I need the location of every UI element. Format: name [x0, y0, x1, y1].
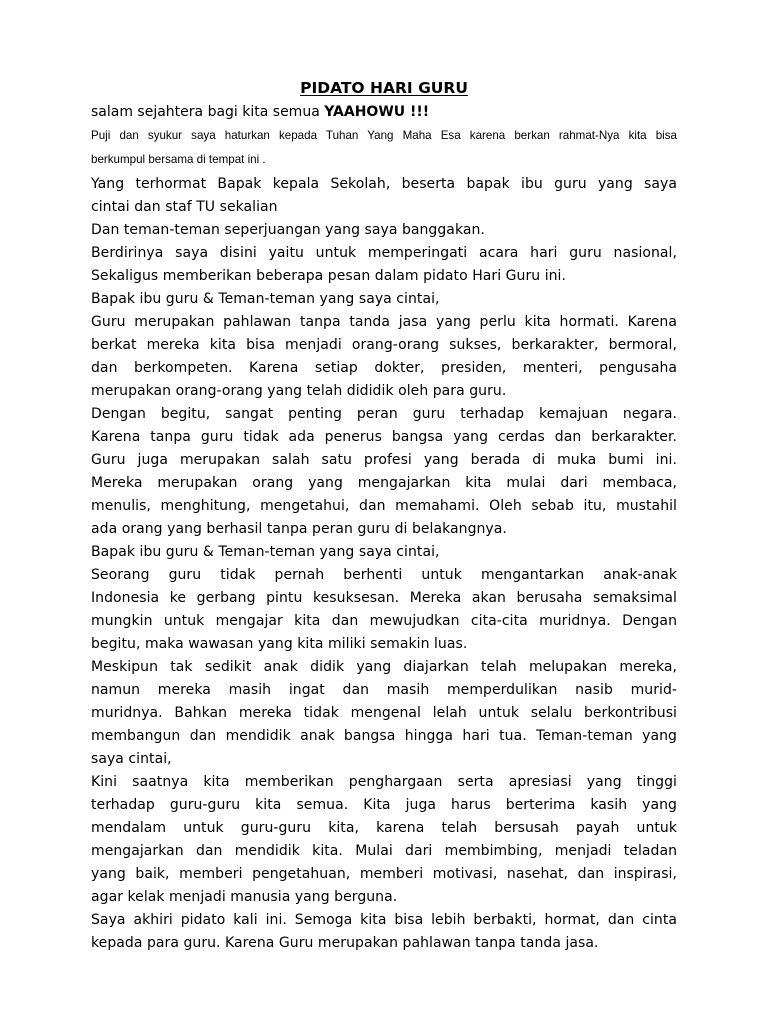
paragraph-line: Meskipun tak sedikit anak didik yang diajarkan telah melupakan mereka,	[91, 659, 677, 675]
speech-paragraph	[91, 771, 677, 909]
greeting-line	[91, 101, 677, 123]
speech-paragraph	[91, 541, 677, 564]
paragraph-line: yang baik, memberi pengetahuan, memberi motivasi, nasehat, dan inspirasi,	[91, 866, 677, 882]
greeting-emphasis: YAAHOWU !!!	[324, 104, 430, 120]
speech-paragraph	[91, 288, 677, 311]
paragraph-line: mungkin untuk mengajar kita dan mewujudkan cita-cita muridnya. Dengan	[91, 613, 677, 629]
paragraph-line: Indonesia ke gerbang pintu kesuksesan. Mereka akan berusaha semaksimal	[91, 590, 677, 606]
paragraph-line: saya cintai,	[91, 751, 172, 767]
speech-paragraph	[91, 173, 677, 219]
speech-paragraph	[91, 311, 677, 403]
opening-paragraph	[91, 124, 677, 172]
paragraph-line: agar kelak menjadi manusia yang berguna.	[91, 889, 398, 905]
paragraph-line: berkat mereka kita bisa menjadi orang-orang sukses, berkarakter, bermoral,	[91, 337, 677, 353]
paragraph-line: dan berkompeten. Karena setiap dokter, presiden, menteri, pengusaha	[91, 360, 677, 376]
paragraph-line: Mereka merupakan orang yang mengajarkan kita mulai dari membaca,	[91, 475, 677, 491]
paragraph-line: Berdirinya saya disini yaitu untuk memperingati acara hari guru nasional,	[91, 245, 677, 261]
opening-line-1: Puji dan syukur saya haturkan kepada Tuhan Yang Maha Esa karena berkan rahmat-Nya kita bisa	[91, 129, 677, 142]
speech-paragraph	[91, 242, 677, 288]
paragraph-line: Yang terhormat Bapak kepala Sekolah, beserta bapak ibu guru yang saya	[91, 176, 677, 192]
paragraph-line: Kini saatnya kita memberikan penghargaan serta apresiasi yang tinggi	[91, 774, 677, 790]
speech-paragraph	[91, 219, 677, 242]
speech-paragraph	[91, 564, 677, 656]
paragraph-line: begitu, maka wawasan yang kita miliki semakin luas.	[91, 636, 468, 652]
paragraph-line: mengajarkan dan mendidik kita. Mulai dari membimbing, menjadi teladan	[91, 843, 677, 859]
paragraph-line: cintai dan staf TU sekalian	[91, 199, 278, 215]
speech-paragraph	[91, 656, 677, 771]
paragraph-line: Dan teman-teman seperjuangan yang saya banggakan.	[91, 222, 485, 238]
paragraph-line: ada orang yang berhasil tanpa peran guru di belakangnya.	[91, 521, 507, 537]
paragraph-line: menulis, menghitung, mengetahui, dan memahami. Oleh sebab itu, mustahil	[91, 498, 677, 514]
page-title: PIDATO HARI GURU	[300, 79, 468, 97]
paragraph-line: membangun dan mendidik anak bangsa hingga hari tua. Teman-teman yang	[91, 728, 677, 744]
paragraph-line: mendalam untuk guru-guru kita, karena telah bersusah payah untuk	[91, 820, 677, 836]
paragraph-line: Bapak ibu guru & Teman-teman yang saya cintai,	[91, 291, 440, 307]
paragraph-line: muridnya. Bahkan mereka tidak mengenal lelah untuk selalu berkontribusi	[91, 705, 677, 721]
document-body	[91, 101, 677, 955]
paragraph-line: merupakan orang-orang yang telah dididik oleh para guru.	[91, 383, 507, 399]
paragraph-line: Karena tanpa guru tidak ada penerus bangsa yang cerdas dan berkarakter.	[91, 429, 677, 445]
paragraph-line: Saya akhiri pidato kali ini. Semoga kita bisa lebih berbakti, hormat, dan cinta	[91, 912, 677, 928]
opening-line-2: berkumpul bersama di tempat ini .	[91, 153, 266, 166]
speech-paragraphs	[91, 173, 677, 955]
paragraph-line: namun mereka masih ingat dan masih memperdulikan nasib murid-	[91, 682, 677, 698]
speech-paragraph	[91, 403, 677, 541]
speech-paragraph	[91, 909, 677, 955]
paragraph-line: Bapak ibu guru & Teman-teman yang saya cintai,	[91, 544, 440, 560]
paragraph-line: Guru juga merupakan salah satu profesi yang berada di muka bumi ini.	[91, 452, 677, 468]
paragraph-line: Dengan begitu, sangat penting peran guru terhadap kemajuan negara.	[91, 406, 677, 422]
paragraph-line: terhadap guru-guru kita semua. Kita juga harus berterima kasih yang	[91, 797, 677, 813]
paragraph-line: Seorang guru tidak pernah berhenti untuk mengantarkan anak-anak	[91, 567, 677, 583]
paragraph-line: Sekaligus memberikan beberapa pesan dalam pidato Hari Guru ini.	[91, 268, 566, 284]
paragraph-line: kepada para guru. Karena Guru merupakan pahlawan tanpa tanda jasa.	[91, 935, 599, 951]
paragraph-line: Guru merupakan pahlawan tanpa tanda jasa yang perlu kita hormati. Karena	[91, 314, 677, 330]
greeting-text: salam sejahtera bagi kita semua	[91, 104, 325, 120]
